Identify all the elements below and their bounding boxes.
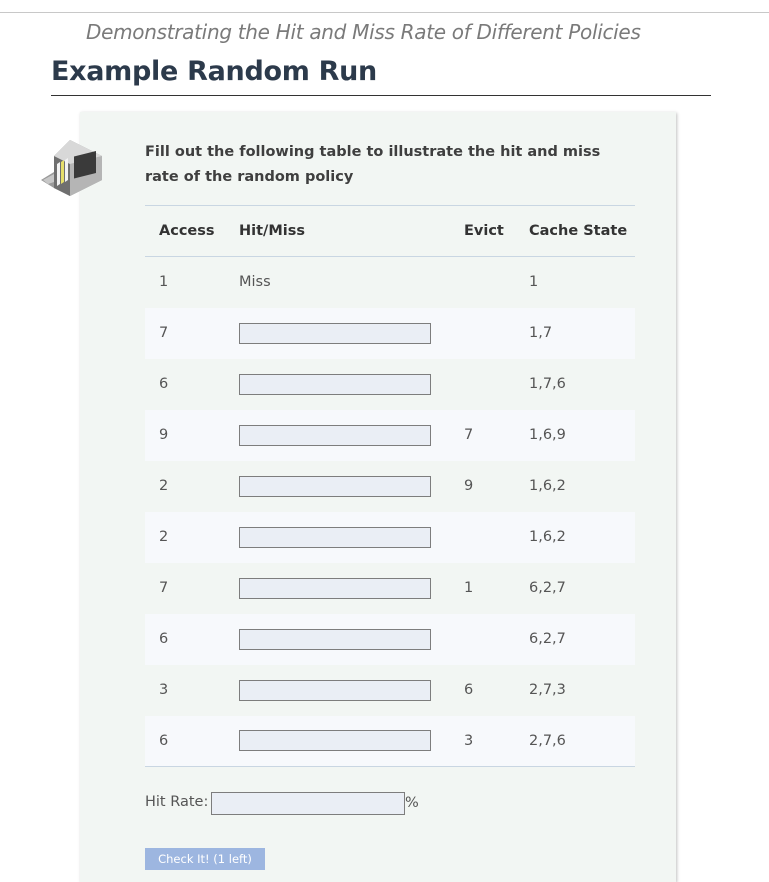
cache-state-cell: 1,6,9 [529, 427, 566, 443]
access-cell: 6 [159, 732, 169, 749]
table-row [145, 614, 635, 665]
hit-miss-input[interactable] [239, 323, 431, 344]
evict-cell: 6 [464, 682, 474, 698]
cache-table [145, 205, 635, 767]
cache-state-cell: 6,2,7 [529, 580, 566, 596]
access-cell: 1 [159, 274, 169, 291]
table-row [145, 410, 635, 461]
evict-cell: 7 [464, 427, 474, 443]
table-row [145, 665, 635, 716]
evict-cell: 9 [464, 478, 474, 494]
hit-rate-input[interactable] [211, 792, 405, 815]
page-subtitle: Demonstrating the Hit and Miss Rate of Different Policies [86, 20, 641, 44]
access-cell: 9 [159, 427, 169, 443]
hit-miss-input[interactable] [239, 629, 431, 650]
cache-state-cell: 1 [529, 274, 539, 291]
access-cell: 6 [159, 376, 169, 392]
cache-state-cell: 1,6,2 [529, 478, 566, 494]
percent-unit: % [405, 795, 419, 811]
exercise-instructions: Fill out the following table to illustrate the hit and miss rate of the random policy [145, 144, 601, 185]
cache-state-cell: 1,7,6 [529, 376, 566, 392]
cache-state-cell: 2,7,3 [529, 682, 566, 698]
access-cell: 2 [159, 478, 169, 494]
evict-cell [464, 308, 529, 359]
check-button[interactable]: Check It! (1 left) [145, 848, 265, 870]
evict-cell [464, 614, 529, 665]
access-cell: 2 [159, 529, 169, 545]
column-header-hit-miss: Hit/Miss [239, 223, 305, 239]
access-cell: 6 [159, 631, 169, 647]
evict-cell [464, 257, 529, 308]
access-cell: 7 [159, 325, 169, 341]
access-cell: 7 [159, 580, 169, 596]
page-title: Example Random Run [51, 56, 377, 87]
cache-shelf-icon [40, 138, 104, 198]
table-row [145, 512, 635, 563]
table-row [145, 359, 635, 410]
hit-miss-input[interactable] [239, 425, 431, 446]
table-row [145, 563, 635, 614]
cache-state-cell: 1,6,2 [529, 529, 566, 545]
column-header-evict: Evict [464, 223, 504, 239]
table-header-row [145, 206, 635, 257]
cache-state-cell: 1,7 [529, 325, 553, 341]
evict-cell: 3 [464, 732, 474, 749]
hit-miss-cell: Miss [239, 274, 271, 291]
column-header-access: Access [159, 223, 215, 239]
hit-miss-input[interactable] [239, 680, 431, 701]
column-header-cache-state: Cache State [529, 223, 628, 239]
table-row [145, 308, 635, 359]
hit-miss-input[interactable] [239, 527, 431, 548]
evict-cell: 1 [464, 580, 474, 596]
top-divider [0, 12, 769, 13]
table-row [145, 257, 635, 308]
hit-miss-input[interactable] [239, 374, 431, 395]
hit-miss-input[interactable] [239, 476, 431, 497]
table-row [145, 461, 635, 512]
hit-miss-input[interactable] [239, 730, 431, 751]
hit-rate-label: Hit Rate: [145, 794, 209, 810]
hit-miss-input[interactable] [239, 578, 431, 599]
cache-state-cell: 6,2,7 [529, 631, 566, 647]
table-row [145, 716, 635, 767]
cache-state-cell: 2,7,6 [529, 732, 566, 749]
access-cell: 3 [159, 682, 169, 698]
title-underline [51, 95, 711, 96]
evict-cell [464, 512, 529, 563]
evict-cell [464, 359, 529, 410]
